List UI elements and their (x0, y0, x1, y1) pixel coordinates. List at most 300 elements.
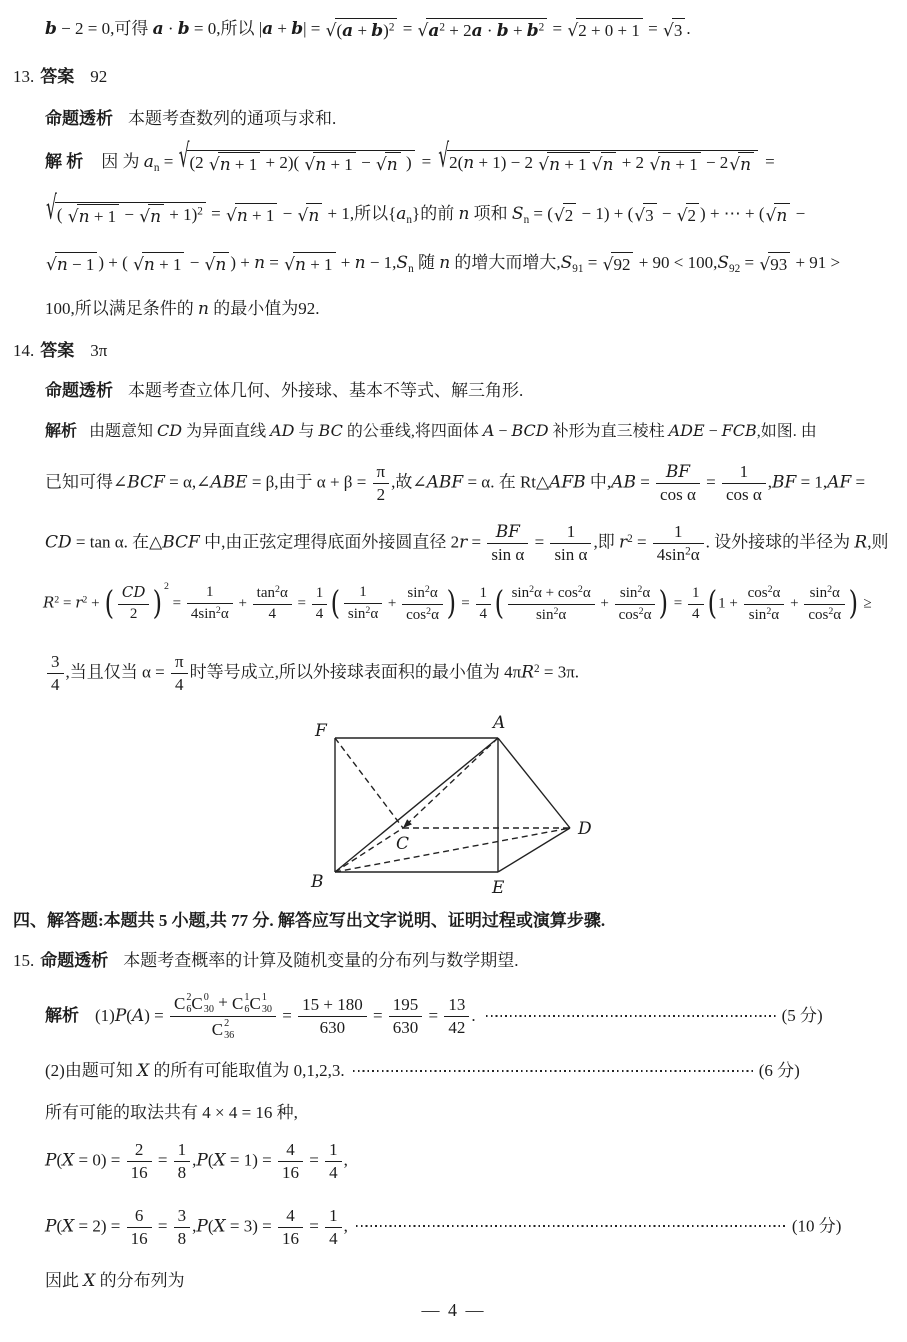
math-variable: X (62, 1150, 75, 1171)
text-run: 的公垂线,将四面体 (342, 423, 483, 440)
text-run: + (596, 595, 613, 612)
numerator (476, 585, 492, 605)
text-run: = (59, 595, 76, 612)
numerator (170, 992, 276, 1017)
denominator (118, 605, 150, 624)
denominator (373, 484, 390, 505)
text-run: 因 为 (101, 152, 144, 172)
text-run: = (548, 19, 567, 39)
numerator (444, 995, 469, 1017)
text-run: − (494, 423, 512, 440)
text-run: ( (56, 1216, 63, 1236)
text-run: + 1 (154, 255, 182, 274)
fraction (373, 462, 390, 505)
numerator (118, 584, 150, 605)
text-run: 的增大而增大, (450, 253, 561, 273)
text-run: = 3) = (225, 1216, 276, 1236)
text-run: + 91 > (791, 253, 841, 273)
bold-label: 解 析 (45, 152, 84, 172)
text-run: 92 (613, 255, 631, 274)
fraction (174, 1206, 191, 1249)
fraction (487, 522, 528, 565)
text-run: sin α (491, 545, 525, 565)
denominator (187, 604, 233, 624)
text-run: + (273, 19, 292, 39)
radical-sign: √ (634, 206, 646, 226)
text-run: 3 (645, 206, 654, 225)
text-run: 93 (770, 255, 788, 274)
text-run: 6 (134, 1206, 144, 1225)
text-run: 1 (177, 1140, 187, 1159)
radicand (187, 150, 414, 176)
text-run: sin (407, 584, 425, 601)
text-run: = (153, 1150, 172, 1170)
fraction (344, 584, 382, 623)
big-parenthesis-group: ( $\frac{1}{\sin^2\alpha}$ + $\frac{\sin^2\alpha}{\cos^2\alpha}$ ) (330, 584, 456, 623)
radicand (426, 18, 547, 42)
radical-sign: √ (284, 255, 295, 275)
denominator (298, 1017, 367, 1038)
text-run: − 2 = 0,可得 (56, 19, 153, 39)
text-run: ) + (230, 253, 255, 273)
numerator (487, 522, 528, 544)
radical-sign: √ (297, 206, 309, 226)
superscript: 2 (767, 584, 773, 595)
text-run: 1 (673, 522, 683, 541)
text-run: tan (256, 585, 275, 602)
vector-variable: a (152, 19, 164, 40)
text-run: ( (56, 205, 67, 225)
text-run: . 设外接球的半径为 (705, 532, 855, 552)
math-variable: BCF (127, 472, 165, 493)
hidden-edge-AC (403, 738, 498, 828)
text-run: 2 (129, 606, 138, 623)
text-run: − 1, (365, 253, 397, 273)
denominator (804, 605, 845, 625)
denominator (47, 674, 64, 695)
text-run: + 1 (247, 206, 275, 225)
radical-sign: √ (304, 155, 316, 175)
bold-label: 解析 (45, 1005, 79, 1025)
radical-sign: √ (759, 255, 771, 275)
math-variable: X (137, 1061, 150, 1081)
math-variable: r (618, 532, 628, 553)
math-variable: P (114, 1005, 127, 1026)
page-number: — 4 — (421, 1300, 486, 1320)
fraction (118, 584, 150, 623)
denominator (722, 484, 766, 505)
numerator (804, 584, 845, 605)
math-variable: n (219, 155, 231, 175)
radicand (576, 18, 643, 41)
math-variable: n (150, 207, 162, 227)
radical-sign: √ (46, 190, 57, 229)
math-variable: n (660, 155, 672, 175)
text-run: 92 (90, 67, 108, 86)
text-run: 16 (282, 1163, 299, 1183)
text-run: + 2 (445, 21, 472, 40)
math-variable: P (45, 1150, 57, 1171)
text-run: 3 (177, 1206, 187, 1225)
text-run: cos (747, 584, 768, 601)
denominator (744, 605, 785, 625)
fraction (653, 522, 704, 565)
text-run: 1 + (718, 595, 742, 612)
superscript: 2 (828, 605, 834, 617)
vertex-label-B: B (311, 872, 324, 892)
vector-variable: a (428, 21, 440, 41)
text-run: 1 (739, 462, 749, 481)
radical (284, 252, 335, 276)
text-run: 2 (564, 206, 574, 225)
radical (567, 18, 643, 42)
text-run: = α. 在 Rt△ (463, 472, 550, 492)
math-variable: R (43, 593, 55, 612)
denominator (253, 605, 292, 624)
math-variable: n (315, 155, 327, 175)
math-variable: P (196, 1150, 208, 1171)
radical (554, 203, 576, 227)
text-run: cos (406, 606, 427, 623)
text-run: 1 (692, 584, 700, 601)
radical-sign: √ (226, 206, 237, 226)
text-run: − 1) + ( (577, 204, 634, 224)
math-variable: n (215, 255, 227, 275)
fraction (298, 995, 367, 1038)
text-run: ) (383, 21, 389, 40)
text-run: 1 (359, 584, 367, 601)
bold-label: 答案 (40, 67, 75, 86)
text-run: = (635, 472, 655, 492)
text-run: 8 (177, 1229, 187, 1249)
numerator (402, 584, 443, 605)
superscript: 2 (766, 605, 772, 617)
math-variable: r (75, 593, 83, 612)
text-run: + 1) − 2 (474, 153, 538, 173)
math-variable: n (308, 206, 320, 226)
radical (677, 203, 699, 227)
superscript: 2 (197, 205, 203, 218)
denominator (312, 605, 328, 624)
q14-solution-line3 (45, 522, 888, 565)
radical-sign: √ (602, 255, 614, 275)
text-run: (1) (95, 1005, 115, 1025)
text-run: 所有可能的取法共有 4 × 4 = 16 种, (45, 1103, 298, 1122)
numerator (187, 584, 233, 604)
math-variable: BF (665, 462, 691, 482)
fraction (187, 584, 233, 623)
text-run: 4 (268, 606, 276, 623)
radicand (738, 152, 754, 176)
prism-svg (293, 710, 603, 910)
numerator (47, 652, 64, 674)
text-run: + 2 (617, 153, 649, 173)
text-run: α (642, 584, 651, 601)
text-run: = (421, 152, 432, 172)
superscript: 2 (424, 584, 430, 595)
text-run: ,如图. 由 (756, 423, 817, 440)
radical (46, 190, 206, 229)
text-run: 为异面直线 (182, 423, 271, 440)
text-run: 4 (51, 675, 60, 695)
numerator (312, 585, 328, 605)
text-run: + (384, 595, 401, 612)
math-variable: n (198, 299, 209, 319)
radicand (55, 252, 98, 276)
radicand (335, 18, 398, 42)
text-run: = (424, 1005, 443, 1025)
text-run: 的最小值为92. (208, 299, 320, 318)
text-run: = (153, 1216, 172, 1236)
text-run: + (213, 992, 233, 1012)
math-variable: n (78, 207, 90, 227)
text-run: ,即 (593, 532, 619, 552)
radical-sign: √ (729, 155, 741, 175)
text-run: sin (619, 584, 638, 601)
radical (297, 203, 322, 227)
superscript: 2 (82, 594, 88, 606)
text-run: 4 (692, 605, 700, 622)
text-run: 2 (376, 485, 386, 505)
radical (376, 152, 401, 176)
text-run: sin (809, 584, 828, 601)
vector-variable: b (371, 21, 384, 41)
text-run: + 1 (230, 155, 258, 174)
numerator (325, 1206, 342, 1228)
numerator (615, 584, 656, 605)
radical (634, 203, 656, 227)
radical (68, 204, 119, 228)
text-run: | = (303, 19, 325, 39)
q15-topic (13, 950, 519, 971)
fraction (325, 1206, 342, 1249)
fraction (171, 652, 188, 695)
text-run: = (530, 532, 549, 552)
q14-answer (13, 340, 107, 361)
text-run: = (206, 204, 225, 224)
text-run: α (833, 606, 842, 623)
radical-sign: √ (375, 155, 387, 175)
text-run: = (278, 1005, 297, 1025)
radicand (218, 152, 261, 176)
q15-part1 (45, 992, 823, 1042)
fraction (127, 1140, 152, 1183)
radical-sign: √ (649, 155, 661, 175)
radical (592, 152, 617, 176)
radicand (148, 204, 164, 228)
text-run: = 1) = (225, 1150, 276, 1170)
text-run: 195 (392, 995, 419, 1015)
fraction (389, 995, 423, 1038)
text-run: = (305, 1216, 324, 1236)
math-variable: r (459, 532, 468, 553)
binomial-symbol: C 0 30 (191, 992, 214, 1015)
denominator (550, 544, 591, 565)
fraction (278, 1140, 303, 1183)
denominator (127, 1228, 152, 1249)
q14-solution-line2 (45, 462, 865, 505)
superscript: 2 (439, 21, 446, 34)
text-run: 中, (585, 472, 612, 492)
text-run: + 1 (305, 255, 333, 274)
text-run: ) + ⋯ + ( (700, 204, 765, 224)
radical (139, 204, 164, 228)
math-variable: a (396, 204, 407, 225)
prism-figure (293, 710, 603, 910)
text-run: α (558, 606, 567, 623)
binomial-symbol: C 1 6 (232, 992, 250, 1015)
text-run: 3 (673, 21, 683, 40)
vector-variable: b (291, 19, 304, 40)
text-run: − (356, 153, 375, 173)
radical (663, 18, 685, 42)
text-run: − (704, 423, 722, 440)
text-run: α (431, 606, 439, 623)
superscript: 2 (365, 605, 371, 617)
text-run: sin (511, 584, 530, 601)
big-parenthesis-group: ( 1 + $\frac{\cos^2\alpha}{\sin^2\alpha}$ + $\frac{\sin^2\alpha}{\cos^2\alpha}$ ) (707, 584, 859, 623)
text-run: , (192, 1216, 197, 1236)
radical-sign: √ (139, 207, 151, 227)
text-run: 42 (448, 1018, 466, 1038)
text-run: cos (808, 606, 829, 623)
radical-sign: √ (46, 255, 57, 275)
math-variable: n (143, 255, 155, 275)
text-run: + (508, 21, 527, 40)
text-run: = 0,所以 | (189, 19, 263, 39)
radical (326, 18, 398, 42)
math-variable: FCB (721, 421, 757, 440)
math-variable: n (294, 255, 306, 275)
math-variable: n (56, 255, 68, 275)
text-run: − (120, 205, 139, 225)
fraction (170, 992, 276, 1042)
q13-answer (13, 66, 107, 87)
text-run: . (471, 1005, 476, 1025)
text-run: + 1 (89, 207, 117, 226)
math-variable: n (254, 253, 266, 274)
math-variable: P (196, 1216, 208, 1237)
text-run: . (686, 19, 691, 39)
text-run: 本题考查数列的通项与求和. (128, 109, 337, 128)
text-run: 4 (329, 1163, 338, 1183)
fraction (550, 522, 591, 565)
subscript: 91 (572, 262, 584, 275)
text-run: = (368, 1005, 387, 1025)
text-run: 14. (13, 341, 35, 360)
math-variable: n (463, 153, 475, 174)
math-variable: AFB (549, 472, 586, 493)
radicand (774, 203, 790, 227)
superscript: 2 (426, 605, 432, 617)
q14-solution-line5 (45, 652, 579, 695)
text-run: 中,由正弦定理得底面外接圆直径 2 (199, 532, 460, 552)
text-run: ≥ (859, 595, 872, 612)
text-run: ) (401, 153, 412, 173)
vector-variable: b (45, 19, 57, 40)
superscript: 2 (529, 584, 535, 595)
text-run: = (851, 472, 866, 492)
text-run: 1 (566, 522, 576, 541)
superscript: 2 (627, 532, 633, 545)
q15-part2-line2 (45, 1102, 298, 1123)
math-variable: n (386, 155, 398, 175)
radical-sign: √ (325, 21, 337, 41)
text-run: − (185, 253, 204, 273)
denominator (344, 604, 382, 624)
numerator (171, 652, 188, 674)
text-run: + 1) (165, 205, 198, 225)
text-run: + (336, 253, 355, 273)
vertex-label-F: F (315, 721, 327, 741)
numerator (744, 584, 785, 605)
radical (649, 152, 700, 176)
q12-solution-end (45, 18, 691, 42)
q15-prob-line1 (45, 1140, 348, 1183)
q13-solution-line4 (45, 298, 319, 320)
numerator (174, 1140, 191, 1162)
q13-topic (45, 108, 336, 129)
radical (209, 152, 260, 176)
numerator (508, 584, 595, 605)
math-variable: n (549, 155, 561, 175)
math-variable: S (717, 253, 730, 274)
math-variable: n (776, 206, 788, 226)
vertex-label-C: C (396, 834, 410, 854)
text-run: = (632, 532, 651, 552)
math-variable: BCF (162, 532, 200, 553)
text-run: 3π (90, 341, 108, 360)
bold-label: 解析 (45, 423, 78, 440)
subscript: n (408, 262, 414, 275)
text-run: ( (336, 21, 343, 40)
text-run: − (278, 204, 297, 224)
text-run: }的前 (412, 204, 459, 224)
numerator (127, 1140, 152, 1162)
radical (178, 138, 415, 177)
text-run: 13. (13, 67, 35, 86)
text-run: 2( (449, 153, 464, 173)
math-variable: BF (772, 472, 797, 493)
text-run: , (343, 1150, 348, 1170)
radicand (686, 203, 700, 226)
text-run: α + cos (534, 584, 578, 601)
q14-solution-line1 (45, 421, 817, 442)
vertex-label-D: D (578, 819, 592, 839)
text-run: 13 (448, 995, 466, 1015)
radical (766, 203, 791, 227)
math-variable: A (131, 1005, 145, 1026)
binomial-symbol: C 2 6 (173, 992, 192, 1015)
text-run: 4 (286, 1140, 295, 1159)
text-run: + 2)( (261, 153, 304, 173)
text-run: + 1 (326, 155, 353, 174)
denominator (278, 1228, 303, 1249)
fraction (722, 462, 766, 505)
text-run: ( (207, 1216, 214, 1236)
radical (538, 152, 589, 176)
radical (759, 252, 790, 276)
q13-solution-line2 (45, 190, 806, 229)
denominator (325, 1162, 342, 1183)
denominator (688, 605, 704, 624)
hidden-edge-FC (335, 738, 403, 828)
text-run: + (87, 595, 104, 612)
superscript: 2 (275, 584, 280, 596)
binomial-symbol: C 2 36 (211, 1018, 235, 1042)
radical-sign: √ (417, 21, 429, 41)
radicand (313, 152, 356, 176)
